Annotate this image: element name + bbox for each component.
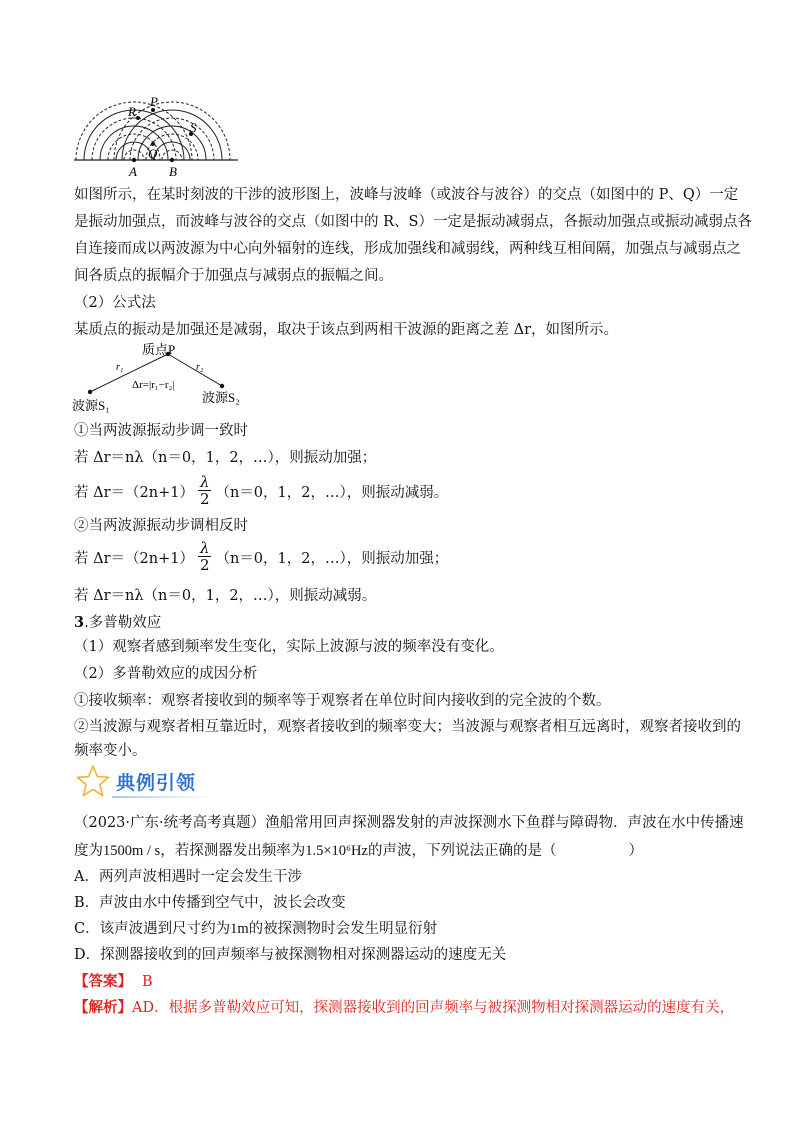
doppler-p4b: 频率变小。 — [74, 743, 147, 759]
doppler-p2: （2）多普勒效应的成因分析 — [74, 666, 258, 682]
case2-line2: 若 Δr＝nλ（n＝0，1，2，…），则振动减弱。 — [74, 588, 377, 604]
para1-line3: 自连接而成以两波源为中心向外辐射的连线，形成加强线和减弱线，两种线互相间隔，加强点与减弱点之 — [74, 241, 741, 257]
source1-label: 波源S₁ — [72, 398, 110, 413]
banner-title: 典例引领 — [116, 772, 197, 794]
formula-method-heading: （2）公式法 — [74, 295, 156, 311]
label-r: R — [128, 104, 136, 119]
point-p-label: 质点P — [142, 342, 176, 357]
lambda-over-2: $\frac{\lambda}{2}$ — [199, 472, 210, 508]
doppler-heading: 3.多普勒效应 — [74, 614, 162, 631]
analysis-label: 【解析】 — [74, 999, 132, 1016]
lambda-over-2: $\frac{\lambda}{2}$ — [199, 538, 210, 574]
option-a: A．两列声波相遇时一定会发生干涉 — [74, 869, 302, 885]
interference-figure — [72, 96, 242, 186]
answer-value: B — [142, 974, 153, 990]
para1-line1: 如图所示，在某时刻波的干涉的波形图上，波峰与波峰（或波谷与波谷）的交点（如图中的 P、Q）一定 — [74, 187, 739, 203]
option-b: B．声波由水中传播到空气中，波长会改变 — [74, 895, 346, 911]
analysis-text: AD．根据多普勒效应可知，探测器接收到的回声频率与被探测物相对探测器运动的速度有关， — [132, 1000, 735, 1016]
path-difference-figure — [72, 340, 272, 420]
doppler-p4a: ②当波源与观察者相互靠近时，观察者接收到的频率变大；当波源与观察者相互远离时，观察者接收到的 — [74, 719, 741, 735]
question-line1: （2023·广东·统考高考真题）渔船常用回声探测器发射的声波探测水下鱼群与障碍物．声波在水中传播速 — [74, 815, 744, 831]
formula-method-intro: 某质点的振动是加强还是减弱，取决于该点到两相干波源的距离之差 Δr，如图所示。 — [74, 322, 619, 338]
label-a: A — [129, 164, 137, 179]
answer-line — [74, 971, 153, 993]
label-b: B — [169, 164, 177, 179]
answer-label: 【答案】 — [74, 973, 132, 990]
option-d: D．探测器接收到的回声频率与被探测物相对探测器运动的速度无关 — [74, 947, 507, 963]
para1-line2: 是振动加强点，而波峰与波谷的交点（如图中的 R、S）一定是振动减弱点，各振动加强点或振动减弱点各 — [74, 214, 752, 230]
option-c: C．该声波遇到尺寸约为1m的被探测物时会发生明显衍射 — [74, 921, 438, 937]
banner-underline — [112, 796, 212, 798]
source2-label: 波源S₂ — [202, 390, 240, 405]
case1-title: ①当两波源振动步调一致时 — [74, 423, 248, 439]
r1-label: r₁ — [116, 362, 124, 373]
label-p: P — [150, 96, 158, 109]
star-icon — [76, 764, 110, 802]
delta-r-label: Δr=|r₁−r₂| — [132, 379, 175, 391]
r2-label: r₂ — [196, 362, 204, 373]
doppler-p1: （1）观察者感到频率发生变化，实际上波源与波的频率没有变化。 — [74, 639, 504, 655]
para1-line4: 间各质点的振幅介于加强点与减弱点的振幅之间。 — [74, 268, 393, 284]
case1-line1: 若 Δr＝nλ（n＝0，1，2，…），则振动加强； — [74, 450, 377, 466]
case2-title: ②当两波源振动步调相反时 — [74, 518, 248, 534]
analysis-line — [74, 997, 734, 1019]
case1-line2: 若 Δr＝（2n+1） $\frac{\lambda}{2}$ （n＝0，1，2，…），则振动减弱。 — [74, 472, 449, 508]
label-s: S — [190, 120, 197, 135]
label-q: Q — [148, 146, 158, 161]
case2-line1: 若 Δr＝（2n+1） $\frac{\lambda}{2}$ （n＝0，1，2，…），则振动加强； — [74, 538, 449, 574]
question-line2: 度为1500m / s，若探测器发出频率为1.5×10⁶Hz的声波，下列说法正确的是（ ） — [74, 843, 643, 859]
doppler-p3: ①接收频率：观察者接收到的频率等于观察者在单位时间内接收到的完全波的个数。 — [74, 693, 611, 709]
